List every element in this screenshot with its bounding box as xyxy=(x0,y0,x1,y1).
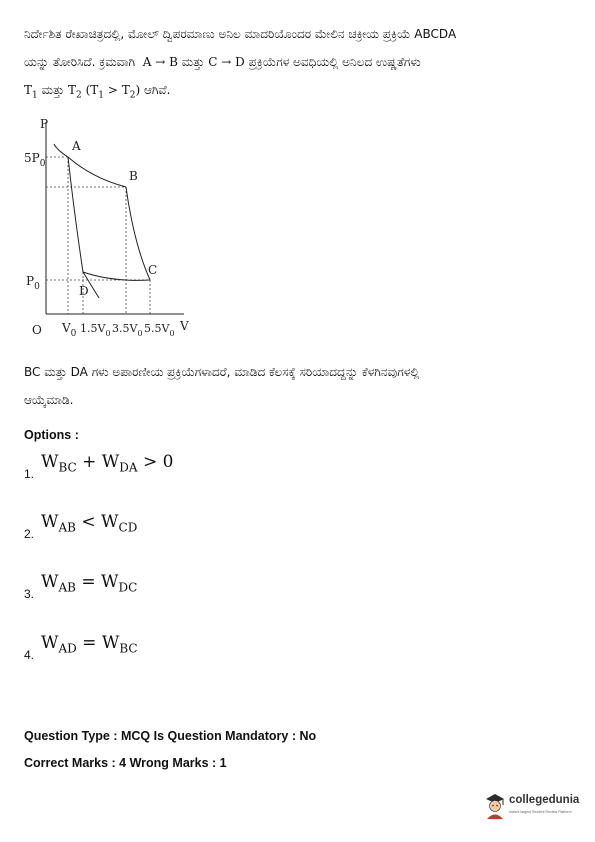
isotherm-t1-head xyxy=(54,144,68,157)
question-line-3: $T_1$ ಮತ್ತು $T_2$ $(T_1 > T_2)$ ಆಗಿವೆ. xyxy=(24,83,171,101)
student-mascot-icon xyxy=(484,792,506,820)
options-heading: Options : xyxy=(24,428,79,442)
process-bc xyxy=(126,187,150,280)
point-a-label: A xyxy=(72,139,81,153)
option-equation: $W_{AB} = W_{DC}$ xyxy=(41,572,138,595)
point-c-label: C xyxy=(148,263,158,277)
marks-line: Correct Marks : 4 Wrong Marks : 1 xyxy=(24,756,227,770)
axis-label-p: P xyxy=(40,117,49,131)
process-ab xyxy=(68,157,126,187)
x-tick-3-5v0: $3.5V_0$ xyxy=(112,322,143,338)
point-b-label: B xyxy=(129,169,138,183)
x-tick-5-5v0: $5.5V_0$ xyxy=(144,322,175,338)
option-number: 2. xyxy=(24,527,35,541)
label-p0: $P_0$ xyxy=(26,274,40,292)
option-equation: $W_{BC} + W_{DA} > 0$ xyxy=(41,452,174,475)
temp-relation: $T_2$ $(T_1 > T_2)$ xyxy=(68,83,141,101)
option-equation: $W_{AD} = W_{BC}$ xyxy=(41,633,138,656)
question-type-line: Question Type : MCQ Is Question Mandatory : No xyxy=(24,729,317,743)
question-after-line-1: BC ಮತ್ತು DA ಗಳು ಅಪಾರಣೀಯ ಪ್ರಕ್ರಿಯೆಗಳಾದರೆ, ಮಾಡಿದ ಕೆಲಸಕ್ಕೆ ಸರಿಯಾದದ್ದನ್ನು ಕೆಳಗಿನವುಗಳಲ್ಲಿ xyxy=(24,365,420,379)
process-cd xyxy=(83,272,150,280)
question-text xyxy=(24,20,572,109)
brand-tagline: India's largest Student Review Platform xyxy=(509,810,572,814)
process-da xyxy=(68,157,83,272)
option-number: 1. xyxy=(24,467,35,481)
x-tick-1-5v0: $1.5V_0$ xyxy=(80,322,111,338)
question-continuation xyxy=(24,358,572,414)
pv-diagram xyxy=(22,112,212,344)
axis-label-v: V xyxy=(180,319,189,333)
origin-label: O xyxy=(32,323,42,337)
option-equation: $W_{AB} < W_{CD}$ xyxy=(41,512,138,535)
collegedunia-logo xyxy=(484,790,580,824)
question-after-line-2: ಆಯ್ಕೆಮಾಡಿ. xyxy=(24,393,74,407)
brand-name: collegedunia xyxy=(509,794,580,806)
x-tick-v0: $V_0$ xyxy=(62,321,77,339)
question-line-2: ಯನ್ನು ತೋರಿಸಿದೆ. ಕ್ರಮವಾಗಿ A → B ಮತ್ತು C → D ಪ್ರಕ್ರಿಯೆಗಳ ಅವಧಿಯಲ್ಲಿ ಅನಿಲದ ಉಷ್ಣತೆಗಳು xyxy=(24,55,421,69)
option-number: 3. xyxy=(24,587,35,601)
option-number: 4. xyxy=(24,648,35,662)
question-line-1: ನಿರ್ದೇಶಿತ ರೇಖಾಚಿತ್ರದಲ್ಲಿ, ಮೋಲ್ ದ್ವಿಪರಮಾಣು ಅನಿಲ ಮಾದರಿಯೊಂದರ ಮೇಲಿನ ಚಕ್ರೀಯ ಪ್ರಕ್ರಿಯೆ ABCDA xyxy=(24,27,457,41)
temp-t1: $T_1$ xyxy=(24,83,38,101)
label-5p0: $5P_0$ xyxy=(24,151,46,169)
point-d-label: D xyxy=(79,284,89,298)
